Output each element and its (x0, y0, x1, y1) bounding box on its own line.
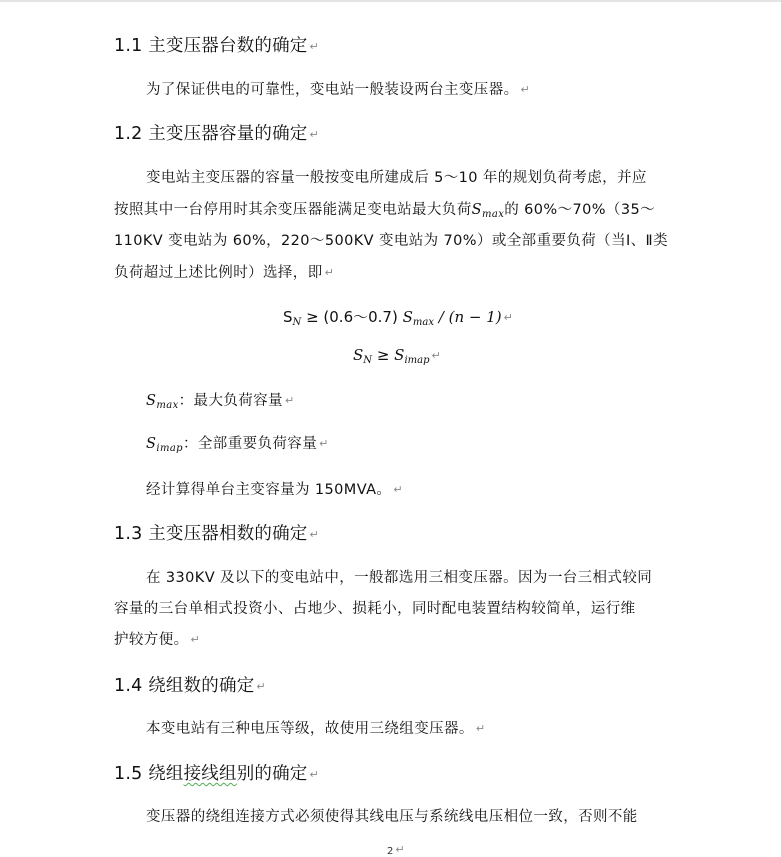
paragraph-1-4: 本变电站有三种电压等级，故使用三绕组变压器。 ↵ (146, 721, 486, 737)
page-top-edge (0, 0, 781, 2)
paragraph-1-2-line-3: 110KV 变电站为 60%，220～500KV 变电站为 70%）或全部重要负荷（当Ⅰ、Ⅱ类 (114, 233, 668, 249)
paragraph-1-3-line-2: 容量的三台单相式投资小、占地少、损耗小，同时配电装置结构较简单，运行维 (114, 601, 636, 617)
paragraph-1-3-line-1: 在 330KV 及以下的变电站中，一般都选用三相变压器。因为一台三相式较同 (146, 570, 653, 586)
heading-1-5: 1.5 绕组接线组别的确定 ↵ (114, 764, 319, 784)
paragraph-1-2-line-1: 变电站主变压器的容量一般按变电所建成后 5～10 年的规划负荷考虑，并应 (146, 170, 647, 186)
paragraph-1-5-line-1: 变压器的绕组连接方式必须使得其线电压与系统线电压相位一致，否则不能 (146, 809, 638, 825)
definition-s-imap: $S_{imap}$：全部重要负荷容量 ↵ (146, 436, 329, 454)
paragraph-1-2-line-2: 按照其中一台停用时其余变压器能满足变电站最大负荷$S_{max}$的 60%～70%（35～ (114, 202, 655, 220)
paragraph-1-2-result: 经计算得单台主变容量为 150MVA。 ↵ (146, 482, 403, 498)
spellcheck-underline[interactable]: 接线组 (183, 764, 237, 784)
equation-capacity-ratio: $S_N$ ≥ (0.6～0.7) $S_{max} / (n - 1)$ ↵ (283, 308, 513, 328)
definition-s-max: $S_{max}$：最大负荷容量 ↵ (146, 393, 295, 411)
heading-1-4: 1.4 绕组数的确定 ↵ (114, 676, 266, 696)
page-number: 2 ↵ (387, 843, 405, 857)
heading-1-2: 1.2 主变压器容量的确定 ↵ (114, 124, 319, 144)
paragraph-1-3-line-3: 护较方便。 ↵ (114, 632, 201, 648)
heading-1-1: 1.1 主变压器台数的确定 ↵ (114, 36, 319, 56)
paragraph-1-2-line-4: 负荷超过上述比例时）选择，即 ↵ (114, 265, 335, 281)
heading-1-3: 1.3 主变压器相数的确定 ↵ (114, 524, 319, 544)
paragraph-1-1: 为了保证供电的可靠性，变电站一般装设两台主变压器。 ↵ (146, 82, 531, 98)
equation-important-load: $S_N \ge S_{imap}$ ↵ (353, 346, 441, 366)
symbol-s-max: $S_{max}$ (471, 202, 505, 220)
